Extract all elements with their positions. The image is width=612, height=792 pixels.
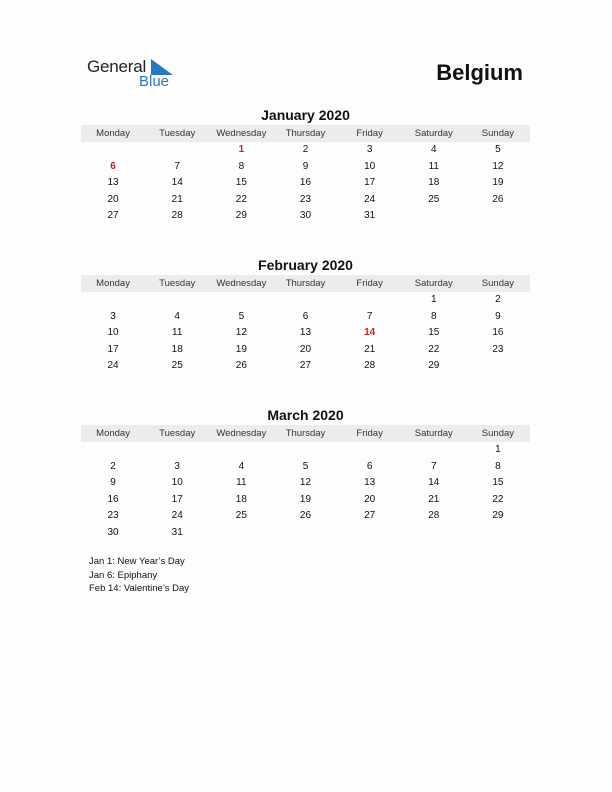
day-cell bbox=[145, 142, 209, 159]
week-row bbox=[81, 175, 530, 192]
day-cell: 16 bbox=[492, 327, 504, 339]
day-cell: 26 bbox=[235, 360, 247, 372]
day-cell: 7 bbox=[174, 160, 180, 172]
day-cell: 18 bbox=[428, 177, 440, 189]
day-cell: 6 bbox=[366, 460, 373, 472]
day-cell bbox=[466, 208, 530, 225]
logo bbox=[87, 57, 187, 93]
week-row bbox=[81, 525, 530, 542]
weekday-header: Tuesday bbox=[159, 278, 196, 289]
day-cell bbox=[466, 358, 530, 375]
weekday-header: Tuesday bbox=[159, 428, 196, 439]
week-row bbox=[81, 358, 530, 375]
day-cell: 10 bbox=[171, 477, 183, 489]
weekday-header-row bbox=[81, 275, 530, 292]
day-cell: 21 bbox=[171, 193, 183, 205]
day-cell: 30 bbox=[107, 526, 119, 538]
day-cell: 7 bbox=[430, 460, 437, 472]
day-cell: 28 bbox=[171, 210, 183, 222]
day-cell bbox=[338, 292, 402, 309]
day-cell bbox=[402, 442, 466, 459]
day-cell: 21 bbox=[428, 493, 440, 505]
weekday-header: Saturday bbox=[414, 128, 453, 139]
weekday-header: Saturday bbox=[414, 278, 453, 289]
day-cell: 22 bbox=[428, 343, 440, 355]
day-cell: 5 bbox=[238, 310, 245, 322]
day-cell bbox=[273, 442, 337, 459]
day-cell: 26 bbox=[299, 510, 312, 522]
day-cell: 8 bbox=[495, 460, 501, 472]
day-cell: 29 bbox=[235, 210, 247, 222]
day-cell: 11 bbox=[236, 477, 247, 489]
day-cell: 17 bbox=[107, 343, 119, 355]
day-cell: 5 bbox=[495, 144, 501, 155]
day-cell: 12 bbox=[299, 477, 312, 489]
day-cell: 24 bbox=[171, 510, 183, 522]
day-cell: 25 bbox=[235, 510, 247, 522]
day-cell bbox=[466, 525, 530, 542]
day-cell: 4 bbox=[430, 144, 437, 155]
holiday-list bbox=[89, 555, 189, 596]
month-calendar bbox=[81, 407, 530, 542]
week-row bbox=[81, 325, 530, 342]
day-cell bbox=[402, 525, 466, 542]
week-row bbox=[81, 459, 530, 476]
day-cell: 16 bbox=[107, 493, 119, 505]
day-cell: 9 bbox=[302, 160, 309, 172]
weekday-header: Monday bbox=[96, 428, 130, 439]
day-cell: 6 bbox=[302, 310, 309, 322]
day-cell bbox=[402, 208, 466, 225]
weekday-header: Friday bbox=[356, 428, 383, 439]
day-cell: 20 bbox=[299, 343, 312, 355]
month-calendar bbox=[81, 257, 530, 375]
day-cell bbox=[273, 292, 337, 309]
day-cell: 5 bbox=[302, 460, 309, 472]
week-row bbox=[81, 442, 530, 459]
day-cell: 1 bbox=[238, 144, 245, 155]
day-cell bbox=[209, 292, 273, 309]
week-row bbox=[81, 192, 530, 209]
weekday-header: Sunday bbox=[481, 278, 515, 289]
day-cell bbox=[81, 442, 145, 459]
weekday-header: Thursday bbox=[285, 128, 326, 139]
day-cell: 3 bbox=[110, 310, 116, 322]
day-cell: 10 bbox=[364, 160, 376, 172]
week-row bbox=[81, 475, 530, 492]
day-cell: 20 bbox=[107, 193, 119, 205]
day-cell: 19 bbox=[235, 343, 247, 355]
weekday-header-row bbox=[81, 425, 530, 442]
holiday-note: Jan 1: New Year’s Day bbox=[89, 556, 185, 567]
weekday-header: Monday bbox=[96, 278, 130, 289]
weekday-header-row bbox=[81, 125, 530, 142]
day-cell: 28 bbox=[364, 360, 376, 372]
day-cell: 27 bbox=[364, 510, 376, 522]
day-cell: 14 bbox=[428, 477, 440, 489]
day-cell: 13 bbox=[299, 327, 312, 339]
day-cell: 19 bbox=[299, 493, 312, 505]
day-cell: 16 bbox=[299, 177, 312, 189]
day-cell: 20 bbox=[364, 493, 376, 505]
day-cell: 29 bbox=[428, 360, 440, 372]
day-cell: 23 bbox=[299, 193, 312, 205]
day-cell: 3 bbox=[366, 144, 373, 155]
day-cell: 4 bbox=[238, 460, 245, 472]
weekday-header: Friday bbox=[356, 128, 383, 139]
day-cell: 17 bbox=[364, 177, 376, 189]
day-cell: 23 bbox=[107, 510, 119, 522]
week-row bbox=[81, 342, 530, 359]
weekday-header: Sunday bbox=[481, 428, 515, 439]
day-cell: 2 bbox=[302, 144, 309, 155]
week-row bbox=[81, 508, 530, 525]
weekday-header: Sunday bbox=[481, 128, 515, 139]
day-cell: 25 bbox=[428, 193, 440, 205]
weekday-header: Saturday bbox=[414, 428, 453, 439]
day-cell: 9 bbox=[495, 310, 501, 322]
day-cell: 4 bbox=[174, 310, 180, 322]
day-cell: 31 bbox=[364, 210, 376, 222]
day-cell: 21 bbox=[364, 343, 376, 355]
day-cell: 1 bbox=[430, 294, 437, 305]
day-cell: 14 bbox=[364, 327, 376, 339]
month-calendar bbox=[81, 107, 530, 225]
month-title: March 2020 bbox=[267, 407, 344, 423]
holiday-note: Jan 6: Epiphany bbox=[89, 569, 158, 581]
day-cell: 2 bbox=[110, 460, 116, 472]
day-cell bbox=[209, 525, 273, 542]
weekday-header: Wednesday bbox=[216, 428, 267, 439]
day-cell bbox=[273, 525, 337, 542]
day-cell bbox=[338, 525, 402, 542]
day-cell: 31 bbox=[171, 526, 183, 538]
day-cell bbox=[145, 442, 209, 459]
day-cell: 28 bbox=[428, 510, 440, 522]
day-cell: 12 bbox=[235, 327, 247, 339]
day-cell: 14 bbox=[171, 177, 183, 189]
weekday-header: Monday bbox=[96, 128, 130, 139]
day-cell: 11 bbox=[428, 160, 439, 172]
day-cell bbox=[145, 292, 209, 309]
day-cell: 30 bbox=[299, 210, 312, 222]
day-cell: 9 bbox=[110, 477, 116, 489]
day-cell: 18 bbox=[235, 493, 247, 505]
day-cell: 8 bbox=[238, 160, 245, 172]
day-cell: 17 bbox=[171, 493, 183, 505]
day-cell: 27 bbox=[299, 360, 312, 372]
day-cell: 13 bbox=[107, 177, 119, 189]
week-row bbox=[81, 208, 530, 225]
day-cell: 11 bbox=[172, 327, 183, 339]
week-row bbox=[81, 292, 530, 309]
day-cell: 24 bbox=[364, 193, 376, 205]
day-cell: 27 bbox=[107, 210, 119, 222]
month-title: February 2020 bbox=[258, 257, 353, 273]
day-cell: 23 bbox=[492, 343, 504, 355]
day-cell: 29 bbox=[492, 510, 504, 522]
day-cell: 15 bbox=[235, 177, 247, 189]
day-cell bbox=[338, 442, 402, 459]
day-cell: 15 bbox=[492, 477, 504, 489]
day-cell bbox=[81, 292, 145, 309]
week-row bbox=[81, 309, 530, 326]
day-cell: 6 bbox=[110, 160, 116, 172]
logo-text-blue: Blue bbox=[139, 73, 170, 90]
day-cell: 2 bbox=[495, 294, 501, 305]
day-cell: 25 bbox=[171, 360, 183, 372]
day-cell: 15 bbox=[428, 327, 440, 339]
day-cell bbox=[209, 442, 273, 459]
weekday-header: Wednesday bbox=[216, 278, 267, 289]
weekday-header: Friday bbox=[356, 278, 383, 289]
day-cell: 19 bbox=[492, 177, 504, 189]
day-cell: 13 bbox=[364, 477, 376, 489]
day-cell: 26 bbox=[492, 193, 504, 205]
week-row bbox=[81, 492, 530, 509]
logo-text-general: General bbox=[87, 57, 147, 76]
weekday-header: Tuesday bbox=[159, 128, 196, 139]
day-cell: 1 bbox=[495, 444, 501, 455]
holiday-note: Feb 14: Valentine’s Day bbox=[89, 583, 189, 594]
weekday-header: Thursday bbox=[285, 278, 326, 289]
day-cell: 24 bbox=[107, 360, 119, 372]
day-cell: 22 bbox=[235, 193, 247, 205]
day-cell: 10 bbox=[107, 327, 119, 339]
weekday-header: Wednesday bbox=[216, 128, 267, 139]
day-cell: 3 bbox=[174, 460, 180, 472]
day-cell: 18 bbox=[171, 343, 183, 355]
week-row bbox=[81, 159, 530, 176]
day-cell: 7 bbox=[366, 310, 373, 322]
country-title: Belgium bbox=[436, 60, 523, 85]
month-title: January 2020 bbox=[261, 107, 350, 123]
weekday-header: Thursday bbox=[285, 428, 326, 439]
day-cell: 12 bbox=[492, 160, 504, 172]
day-cell bbox=[81, 142, 145, 159]
day-cell: 22 bbox=[492, 493, 504, 505]
week-row bbox=[81, 142, 530, 159]
day-cell: 8 bbox=[430, 310, 437, 322]
